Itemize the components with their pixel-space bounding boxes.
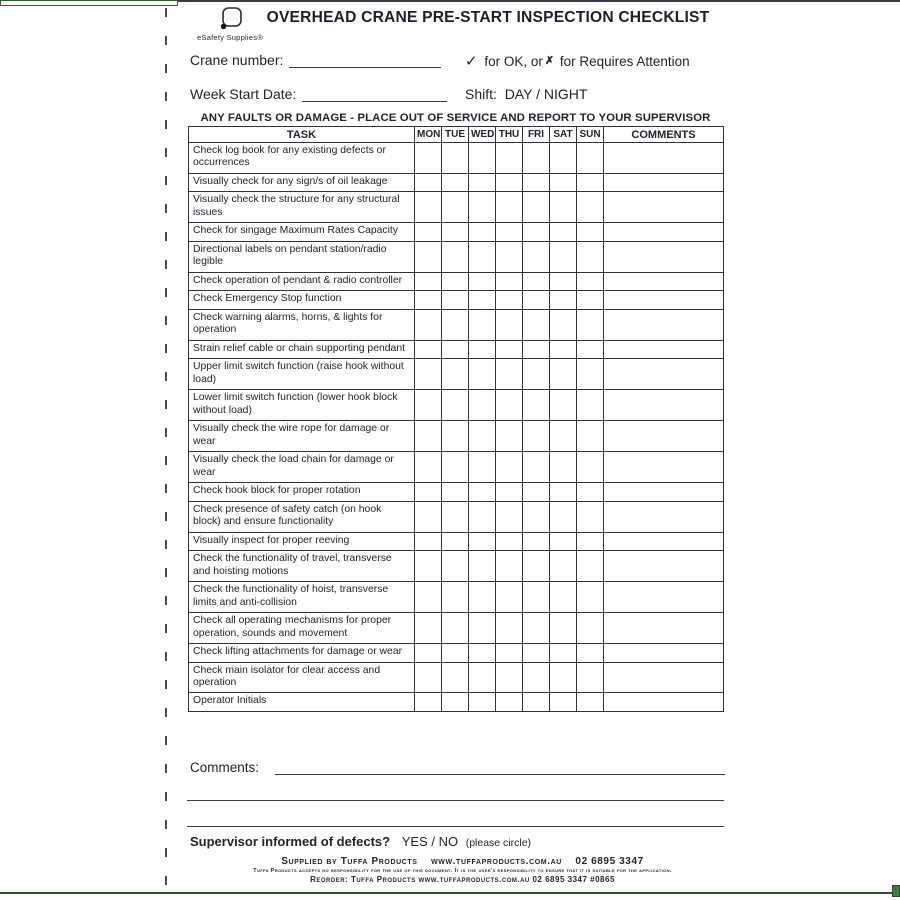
day-check-cell[interactable]	[496, 309, 523, 340]
table-row	[189, 223, 724, 241]
table-row	[189, 693, 724, 711]
day-check-cell[interactable]	[442, 452, 469, 483]
day-check-cell[interactable]	[577, 309, 604, 340]
task-label: Visually check for any sign/s of oil leakage	[189, 173, 415, 191]
day-check-cell[interactable]	[496, 272, 523, 290]
comment-cell[interactable]	[604, 241, 724, 272]
comment-cell[interactable]	[604, 291, 724, 309]
day-check-cell[interactable]	[496, 582, 523, 613]
day-check-cell[interactable]	[442, 359, 469, 390]
supervisor-row	[190, 834, 531, 849]
day-check-cell[interactable]	[550, 173, 577, 191]
day-check-cell[interactable]	[442, 693, 469, 711]
day-check-cell[interactable]	[415, 272, 442, 290]
top-border-notch	[0, 0, 178, 6]
table-row	[189, 613, 724, 644]
day-check-cell[interactable]	[469, 272, 496, 290]
ruler-tick-marks	[165, 8, 167, 886]
day-check-cell[interactable]	[415, 662, 442, 693]
day-check-cell[interactable]	[415, 390, 442, 421]
day-check-cell[interactable]	[550, 501, 577, 532]
task-label: Directional labels on pendant station/radio legible	[189, 241, 415, 272]
day-check-cell[interactable]	[442, 483, 469, 501]
day-check-cell[interactable]	[469, 644, 496, 662]
table-row	[189, 390, 724, 421]
day-check-cell[interactable]	[550, 291, 577, 309]
table-row	[189, 421, 724, 452]
comments-label: Comments:	[190, 760, 260, 775]
day-check-cell[interactable]	[523, 501, 550, 532]
day-check-cell[interactable]	[415, 359, 442, 390]
day-check-cell[interactable]	[415, 309, 442, 340]
check-icon: ✓	[465, 53, 478, 70]
day-check-cell[interactable]	[523, 309, 550, 340]
task-label: Visually check the structure for any structural issues	[189, 192, 415, 223]
day-check-cell[interactable]	[523, 483, 550, 501]
day-check-cell[interactable]	[577, 644, 604, 662]
cross-legend-text: for Requires Attention	[556, 54, 690, 69]
table-row	[189, 143, 724, 174]
comment-cell[interactable]	[604, 359, 724, 390]
day-check-cell[interactable]	[523, 192, 550, 223]
day-check-cell[interactable]	[442, 551, 469, 582]
day-check-cell[interactable]	[442, 291, 469, 309]
day-check-cell[interactable]	[550, 359, 577, 390]
day-check-cell[interactable]	[469, 662, 496, 693]
day-check-cell[interactable]	[523, 241, 550, 272]
day-check-cell[interactable]	[415, 644, 442, 662]
comment-cell[interactable]	[604, 501, 724, 532]
day-check-cell[interactable]	[442, 192, 469, 223]
comments-input-line-1[interactable]	[275, 760, 725, 775]
day-check-cell[interactable]	[523, 644, 550, 662]
day-check-cell[interactable]	[496, 421, 523, 452]
day-check-cell[interactable]	[415, 192, 442, 223]
day-check-cell[interactable]	[469, 532, 496, 550]
comment-cell[interactable]	[604, 452, 724, 483]
day-check-cell[interactable]	[496, 192, 523, 223]
day-check-cell[interactable]	[496, 390, 523, 421]
corner-handle[interactable]	[892, 885, 900, 897]
crane-number-input-line[interactable]	[289, 54, 441, 68]
comment-cell[interactable]	[604, 173, 724, 191]
table-row	[189, 241, 724, 272]
day-check-cell[interactable]	[577, 291, 604, 309]
day-check-cell[interactable]	[469, 173, 496, 191]
task-label: Check main isolator for clear access and operation	[189, 662, 415, 693]
day-check-cell[interactable]	[496, 173, 523, 191]
day-check-cell[interactable]	[523, 340, 550, 358]
comment-cell[interactable]	[604, 693, 724, 711]
task-label: Upper limit switch function (raise hook without load)	[189, 359, 415, 390]
day-check-cell[interactable]	[469, 693, 496, 711]
day-check-cell[interactable]	[442, 390, 469, 421]
task-label: Check log book for any existing defects or occurrences	[189, 143, 415, 174]
marking-legend	[465, 52, 690, 70]
column-header-comments: COMMENTS	[604, 127, 724, 143]
column-header-mon: MON	[415, 127, 442, 143]
day-check-cell[interactable]	[523, 223, 550, 241]
task-label: Visually check the wire rope for damage or wear	[189, 421, 415, 452]
day-check-cell[interactable]	[469, 551, 496, 582]
table-row	[189, 551, 724, 582]
day-check-cell[interactable]	[550, 662, 577, 693]
day-check-cell[interactable]	[523, 551, 550, 582]
day-check-cell[interactable]	[469, 501, 496, 532]
comment-cell[interactable]	[604, 483, 724, 501]
day-check-cell[interactable]	[577, 223, 604, 241]
day-check-cell[interactable]	[523, 173, 550, 191]
comment-cell[interactable]	[604, 143, 724, 174]
day-check-cell[interactable]	[550, 551, 577, 582]
warning-banner: ANY FAULTS OR DAMAGE - PLACE OUT OF SERVICE AND REPORT TO YOUR SUPERVISOR	[200, 112, 711, 124]
day-check-cell[interactable]	[469, 390, 496, 421]
table-row	[189, 173, 724, 191]
day-check-cell[interactable]	[550, 241, 577, 272]
day-check-cell[interactable]	[577, 483, 604, 501]
table-row	[189, 483, 724, 501]
day-check-cell[interactable]	[523, 532, 550, 550]
day-check-cell[interactable]	[577, 143, 604, 174]
supervisor-label: Supervisor informed of defects?	[190, 834, 391, 849]
day-check-cell[interactable]	[496, 359, 523, 390]
day-check-cell[interactable]	[577, 241, 604, 272]
day-check-cell[interactable]	[577, 421, 604, 452]
day-check-cell[interactable]	[577, 173, 604, 191]
day-check-cell[interactable]	[550, 390, 577, 421]
shift-group	[465, 86, 587, 102]
day-check-cell[interactable]	[415, 582, 442, 613]
crane-number-label: Crane number:	[190, 52, 284, 68]
day-check-cell[interactable]	[442, 309, 469, 340]
day-check-cell[interactable]	[442, 173, 469, 191]
day-check-cell[interactable]	[415, 291, 442, 309]
week-start-label: Week Start Date:	[190, 86, 297, 102]
task-label: Check lifting attachments for damage or wear	[189, 644, 415, 662]
comment-cell[interactable]	[604, 390, 724, 421]
day-check-cell[interactable]	[550, 693, 577, 711]
day-check-cell[interactable]	[550, 340, 577, 358]
day-check-cell[interactable]	[442, 644, 469, 662]
task-label: Check all operating mechanisms for proper operation, sounds and movement	[189, 613, 415, 644]
day-check-cell[interactable]	[415, 173, 442, 191]
day-check-cell[interactable]	[577, 192, 604, 223]
crane-number-row	[190, 52, 738, 68]
day-check-cell[interactable]	[442, 241, 469, 272]
page-title: OVERHEAD CRANE PRE-START INSPECTION CHECKLIST	[266, 9, 710, 26]
task-label: Check operation of pendant & radio controller	[189, 272, 415, 290]
day-check-cell[interactable]	[523, 359, 550, 390]
day-check-cell[interactable]	[577, 452, 604, 483]
day-check-cell[interactable]	[523, 662, 550, 693]
table-row	[189, 309, 724, 340]
day-check-cell[interactable]	[469, 452, 496, 483]
comments-section	[190, 760, 725, 827]
day-check-cell[interactable]	[523, 582, 550, 613]
column-header-sat: SAT	[550, 127, 577, 143]
task-label: Check presence of safety catch (on hook block) and ensure functionality	[189, 501, 415, 532]
day-check-cell[interactable]	[442, 532, 469, 550]
day-check-cell[interactable]	[469, 291, 496, 309]
day-check-cell[interactable]	[577, 390, 604, 421]
task-label: Strain relief cable or chain supporting pendant	[189, 340, 415, 358]
day-check-cell[interactable]	[469, 421, 496, 452]
day-check-cell[interactable]	[442, 501, 469, 532]
check-legend-text: for OK, or	[480, 54, 543, 69]
day-check-cell[interactable]	[469, 483, 496, 501]
form-page	[185, 0, 740, 900]
task-table-body	[189, 143, 724, 712]
comments-input-line-2[interactable]	[187, 775, 724, 801]
day-check-cell[interactable]	[550, 483, 577, 501]
supervisor-yes-no[interactable]: YES / NO	[401, 834, 459, 849]
day-check-cell[interactable]	[550, 613, 577, 644]
day-check-cell[interactable]	[442, 272, 469, 290]
day-check-cell[interactable]	[469, 241, 496, 272]
day-check-cell[interactable]	[469, 309, 496, 340]
day-check-cell[interactable]	[415, 483, 442, 501]
table-row	[189, 452, 724, 483]
table-row	[189, 192, 724, 223]
day-check-cell[interactable]	[496, 644, 523, 662]
day-check-cell[interactable]	[577, 532, 604, 550]
day-check-cell[interactable]	[550, 644, 577, 662]
shift-label: Shift:	[465, 86, 497, 102]
day-check-cell[interactable]	[550, 143, 577, 174]
comment-cell[interactable]	[604, 644, 724, 662]
comment-cell[interactable]	[604, 582, 724, 613]
day-check-cell[interactable]	[523, 272, 550, 290]
day-check-cell[interactable]	[469, 582, 496, 613]
table-row	[189, 582, 724, 613]
day-check-cell[interactable]	[469, 340, 496, 358]
day-check-cell[interactable]	[550, 452, 577, 483]
comment-cell[interactable]	[604, 309, 724, 340]
task-label: Check hook block for proper rotation	[189, 483, 415, 501]
task-label: Check the functionality of travel, transverse and hoisting motions	[189, 551, 415, 582]
comments-input-line-3[interactable]	[187, 801, 724, 827]
footer-disclaimer-line: Tuffa Products accepts no responsibility for the use of this document. It is the user's responsibility to ensure that it is suitable for the application.	[253, 868, 672, 874]
table-row	[189, 644, 724, 662]
table-row	[189, 532, 724, 550]
day-check-cell[interactable]	[442, 143, 469, 174]
checklist-table	[188, 126, 724, 712]
logo-text: eSafety Supplies®	[197, 33, 263, 42]
task-label: Lower limit switch function (lower hook block without load)	[189, 390, 415, 421]
day-check-cell[interactable]	[442, 662, 469, 693]
day-check-cell[interactable]	[577, 613, 604, 644]
day-check-cell[interactable]	[469, 359, 496, 390]
day-check-cell[interactable]	[469, 143, 496, 174]
column-header-sun: SUN	[577, 127, 604, 143]
day-check-cell[interactable]	[442, 421, 469, 452]
comment-cell[interactable]	[604, 223, 724, 241]
comment-cell[interactable]	[604, 192, 724, 223]
comment-cell[interactable]	[604, 272, 724, 290]
day-check-cell[interactable]	[415, 223, 442, 241]
day-check-cell[interactable]	[442, 223, 469, 241]
task-label: Check Emergency Stop function	[189, 291, 415, 309]
day-check-cell[interactable]	[415, 143, 442, 174]
day-check-cell[interactable]	[550, 532, 577, 550]
day-check-cell[interactable]	[550, 223, 577, 241]
task-label: Check warning alarms, horns, & lights for operation	[189, 309, 415, 340]
task-label: Visually inspect for proper reeving	[189, 532, 415, 550]
column-header-wed: WED	[469, 127, 496, 143]
day-check-cell[interactable]	[496, 452, 523, 483]
day-check-cell[interactable]	[496, 501, 523, 532]
table-row	[189, 291, 724, 309]
week-start-input-line[interactable]	[302, 88, 447, 102]
day-check-cell[interactable]	[577, 340, 604, 358]
day-check-cell[interactable]	[523, 613, 550, 644]
day-check-cell[interactable]	[577, 693, 604, 711]
day-check-cell[interactable]	[496, 532, 523, 550]
day-check-cell[interactable]	[523, 390, 550, 421]
day-check-cell[interactable]	[415, 340, 442, 358]
day-check-cell[interactable]	[496, 291, 523, 309]
day-check-cell[interactable]	[469, 192, 496, 223]
day-check-cell[interactable]	[523, 143, 550, 174]
footer	[185, 856, 740, 884]
comment-cell[interactable]	[604, 421, 724, 452]
day-check-cell[interactable]	[550, 309, 577, 340]
footer-supplier-line: Supplied by Tuffa Products www.tuffaproducts.com.au 02 6895 3347	[281, 856, 644, 867]
day-check-cell[interactable]	[415, 613, 442, 644]
comment-cell[interactable]	[604, 340, 724, 358]
day-check-cell[interactable]	[577, 359, 604, 390]
table-header-row	[189, 127, 724, 143]
day-check-cell[interactable]	[550, 272, 577, 290]
task-label: Check the functionality of hoist, transverse limits and anti-collision	[189, 582, 415, 613]
comment-cell[interactable]	[604, 613, 724, 644]
day-check-cell[interactable]	[550, 582, 577, 613]
shift-options[interactable]: DAY / NIGHT	[504, 86, 588, 102]
table-row	[189, 501, 724, 532]
table-row	[189, 359, 724, 390]
column-header-thu: THU	[496, 127, 523, 143]
task-label: Check for singage Maximum Rates Capacity	[189, 223, 415, 241]
day-check-cell[interactable]	[577, 662, 604, 693]
day-check-cell[interactable]	[577, 551, 604, 582]
table-row	[189, 272, 724, 290]
supervisor-note: (please circle)	[465, 837, 532, 849]
cross-icon: ✗	[544, 55, 555, 67]
day-check-cell[interactable]	[415, 551, 442, 582]
day-check-cell[interactable]	[577, 501, 604, 532]
day-check-cell[interactable]	[496, 241, 523, 272]
day-check-cell[interactable]	[469, 613, 496, 644]
day-check-cell[interactable]	[496, 693, 523, 711]
day-check-cell[interactable]	[496, 551, 523, 582]
task-label: Visually check the load chain for damage or wear	[189, 452, 415, 483]
day-check-cell[interactable]	[577, 582, 604, 613]
comment-cell[interactable]	[604, 532, 724, 550]
day-check-cell[interactable]	[496, 613, 523, 644]
day-check-cell[interactable]	[523, 452, 550, 483]
day-check-cell[interactable]	[415, 421, 442, 452]
comment-cell[interactable]	[604, 662, 724, 693]
column-header-task: TASK	[189, 127, 415, 143]
table-row	[189, 340, 724, 358]
day-check-cell[interactable]	[496, 340, 523, 358]
day-check-cell[interactable]	[550, 421, 577, 452]
column-header-fri: FRI	[523, 127, 550, 143]
footer-reorder-line: Reorder: Tuffa Products www.tuffaproducts.com.au 02 6895 3347 #0865	[310, 875, 615, 884]
task-label: Operator Initials	[189, 693, 415, 711]
day-check-cell[interactable]	[469, 223, 496, 241]
day-check-cell[interactable]	[523, 291, 550, 309]
day-check-cell[interactable]	[415, 241, 442, 272]
table-row	[189, 662, 724, 693]
comment-cell[interactable]	[604, 551, 724, 582]
column-header-tue: TUE	[442, 127, 469, 143]
day-check-cell[interactable]	[496, 483, 523, 501]
day-check-cell[interactable]	[523, 693, 550, 711]
day-check-cell[interactable]	[442, 582, 469, 613]
day-check-cell[interactable]	[415, 501, 442, 532]
day-check-cell[interactable]	[577, 272, 604, 290]
day-check-cell[interactable]	[415, 532, 442, 550]
day-check-cell[interactable]	[415, 452, 442, 483]
day-check-cell[interactable]	[523, 421, 550, 452]
day-check-cell[interactable]	[496, 223, 523, 241]
week-start-row	[190, 86, 738, 102]
day-check-cell[interactable]	[496, 662, 523, 693]
day-check-cell[interactable]	[415, 693, 442, 711]
day-check-cell[interactable]	[550, 192, 577, 223]
day-check-cell[interactable]	[442, 613, 469, 644]
day-check-cell[interactable]	[442, 340, 469, 358]
day-check-cell[interactable]	[496, 143, 523, 174]
